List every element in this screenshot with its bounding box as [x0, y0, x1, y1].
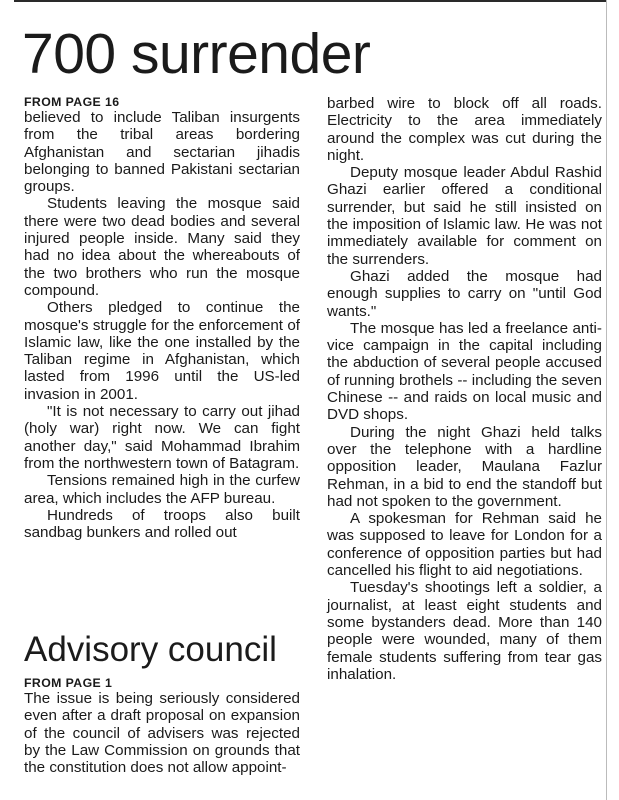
second-story-column	[24, 676, 300, 776]
story-right-column	[327, 95, 602, 683]
column-rule	[606, 0, 607, 800]
paragraph: Tensions remained high in the curfew area, which includes the AFP bureau.	[24, 472, 300, 507]
paragraph: Deputy mosque leader Abdul Rashid Ghazi earlier offered a conditional surrender, but said he still insisted on the imposition of Islamic law. He was not immediately available for comment on the surrenders.	[327, 164, 602, 268]
story-left-column	[24, 95, 300, 541]
paragraph: "It is not necessary to carry out jihad (holy war) right now. We can fight another day," said Mohammad Ibrahim from the northwestern town of Batagram.	[24, 403, 300, 472]
jump-kicker: FROM PAGE 1	[24, 676, 113, 690]
paragraph: A spokesman for Rehman said he was supposed to leave for London for a conference of opposition parties but had cancelled his flight to aid negotiations.	[327, 510, 602, 580]
paragraph: During the night Ghazi held talks over the telephone with a hardline opposition leader, Maulana Fazlur Rehman, in a bid to end the standoff but had not spoken to the government.	[327, 423, 602, 510]
paragraph: believed to include Taliban insurgents from the tribal areas bordering Afghanistan and sectarian jihadis belonging to banned Pakistani sectarian groups.	[24, 109, 300, 196]
jump-kicker: FROM PAGE 16	[24, 95, 120, 109]
paragraph: Tuesday's shootings left a soldier, a journalist, at least eight students and some bystanders dead. More than 140 people were wounded, many of them female students suffering from tear gas inhalation.	[327, 579, 602, 683]
paragraph: The mosque has led a freelance anti-vice campaign in the capital including the abduction of several people accused of running brothels -- including the seven Chinese -- and raids on local music and DVD shops.	[327, 319, 602, 424]
paragraph: Ghazi added the mosque had enough supplies to carry on "until God wants."	[327, 267, 602, 320]
paragraph: barbed wire to block off all roads. Electricity to the area immediately around the complex was cut during the night.	[327, 95, 602, 164]
paragraph: Hundreds of troops also built sandbag bunkers and rolled out	[24, 506, 300, 542]
paragraph: Students leaving the mosque said there were two dead bodies and several injured people inside. Many said they had no idea about the whereabouts of the two brothers who run the mosque compound.	[24, 195, 300, 299]
paragraph: Others pledged to continue the mosque's struggle for the enforcement of Islamic law, like the one installed by the Taliban regime in Afghanistan, which lasted from 1996 until the US-led invasion in 2001.	[24, 299, 300, 403]
second-story-headline: Advisory council	[24, 630, 277, 669]
story-headline: 700 surrender	[22, 22, 371, 86]
top-rule	[14, 0, 607, 2]
paragraph: The issue is being seriously considered even after a draft proposal on expansion of the council of advisers was rejected by the Law Commission on grounds that the constitution does not allow appoint-	[24, 690, 300, 777]
